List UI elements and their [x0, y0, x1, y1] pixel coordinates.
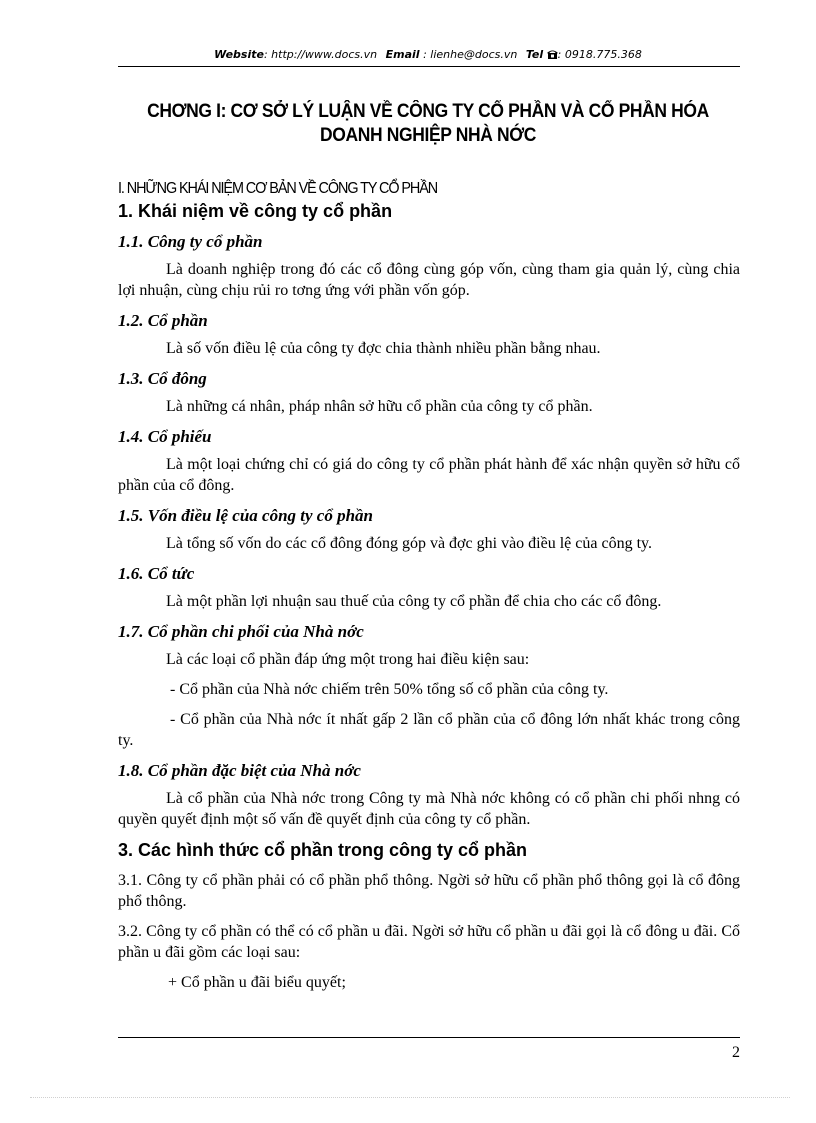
heading-1: 1. Khái niệm về công ty cổ phần [118, 201, 393, 221]
item-1-8-text: Là cổ phần của Nhà nớc trong Công ty mà Nhà nớc không có cổ phần chi phối nhng có quyền quyết định một số vấn đề quyết định của công ty cổ phần. [118, 790, 740, 828]
phone-icon [547, 49, 558, 62]
document-body [118, 178, 740, 995]
chapter-title-line-2: DOANH NGHIỆP NHÀ NỚC [319, 125, 537, 146]
heading-3: 3. Các hình thức cổ phần trong công ty cổ phần [118, 840, 528, 860]
para-3-2: 3.2. Công ty cổ phần có thể có cổ phần u đãi. Ngời sở hữu cổ phần u đãi gọi là cổ đông u đãi. Cổ phần u đãi gồm các loại sau: [118, 923, 740, 961]
item-1-7-title: 1.7. Cổ phần chi phối của Nhà nớc [118, 622, 364, 641]
item-1-6-text: Là một phần lợi nhuận sau thuế của công ty cổ phần để chia cho các cổ đông. [166, 593, 662, 610]
item-1-7-text: Là các loại cổ phần đáp ứng một trong hai điều kiện sau: [166, 651, 530, 668]
page-header [118, 48, 738, 62]
item-1-4-text: Là một loại chứng chỉ có giá do công ty cổ phần phát hành để xác nhận quyền sở hữu cổ phần của cổ đông. [118, 456, 740, 494]
item-1-7-bullet-1: - Cổ phần của Nhà nớc chiếm trên 50% tổng số cổ phần của công ty. [170, 681, 609, 698]
item-1-3-text: Là những cá nhân, pháp nhân sở hữu cổ phần của công ty cổ phần. [166, 398, 593, 415]
item-1-8-title: 1.8. Cổ phần đặc biệt của Nhà nớc [118, 761, 361, 780]
item-1-1-title: 1.1. Công ty cổ phần [118, 232, 263, 251]
item-1-4-title: 1.4. Cổ phiếu [118, 427, 212, 446]
item-1-2-text: Là số vốn điều lệ của công ty đợc chia thành nhiều phần bằng nhau. [166, 340, 601, 357]
tel-value: : 0918.775.368 [557, 48, 642, 61]
website-value[interactable]: : http://www.docs.vn [263, 48, 378, 61]
page-number: 2 [732, 1044, 740, 1061]
website-label: Website [214, 48, 264, 61]
section-i-heading: I. NHỮNG KHÁI NIỆM CƠ BẢN VỀ CÔNG TY CỔ PHẦN [118, 180, 438, 197]
email-label: Email [385, 48, 420, 61]
header-rule [118, 66, 740, 67]
email-value[interactable]: : lienhe@docs.vn [423, 48, 518, 61]
page-bottom-border [30, 1097, 790, 1098]
item-1-5-title: 1.5. Vốn điều lệ của công ty cổ phần [118, 506, 374, 525]
item-1-6-title: 1.6. Cổ tức [118, 564, 195, 583]
footer-rule [118, 1037, 740, 1038]
bullet-3-2: + Cổ phần u đãi biểu quyết; [168, 974, 346, 991]
tel-label: Tel [525, 48, 544, 61]
item-1-5-text: Là tổng số vốn do các cổ đông đóng góp và đợc ghi vào điều lệ của công ty. [166, 535, 652, 552]
item-1-1-text: Là doanh nghiệp trong đó các cổ đông cùng góp vốn, cùng tham gia quản lý, cùng chia lợi nhuận, cùng chịu rủi ro tơng ứng với phần vốn góp. [118, 261, 740, 299]
item-1-2-title: 1.2. Cổ phần [118, 311, 208, 330]
para-3-1: 3.1. Công ty cổ phần phải có cổ phần phổ thông. Ngời sở hữu cổ phần phổ thông gọi là cổ đông phổ thông. [118, 872, 740, 910]
item-1-3-title: 1.3. Cổ đông [118, 369, 207, 388]
item-1-7-bullet-2: - Cổ phần của Nhà nớc ít nhất gấp 2 lần cổ phần của cổ đông lớn nhất khác trong công ty. [118, 711, 740, 749]
chapter-title-line-1: CHƠNG I: CƠ SỞ LÝ LUẬN VỀ CÔNG TY CỔ PHẦN VÀ CỔ PHẦN HÓA [147, 101, 709, 122]
chapter-title [143, 100, 713, 148]
